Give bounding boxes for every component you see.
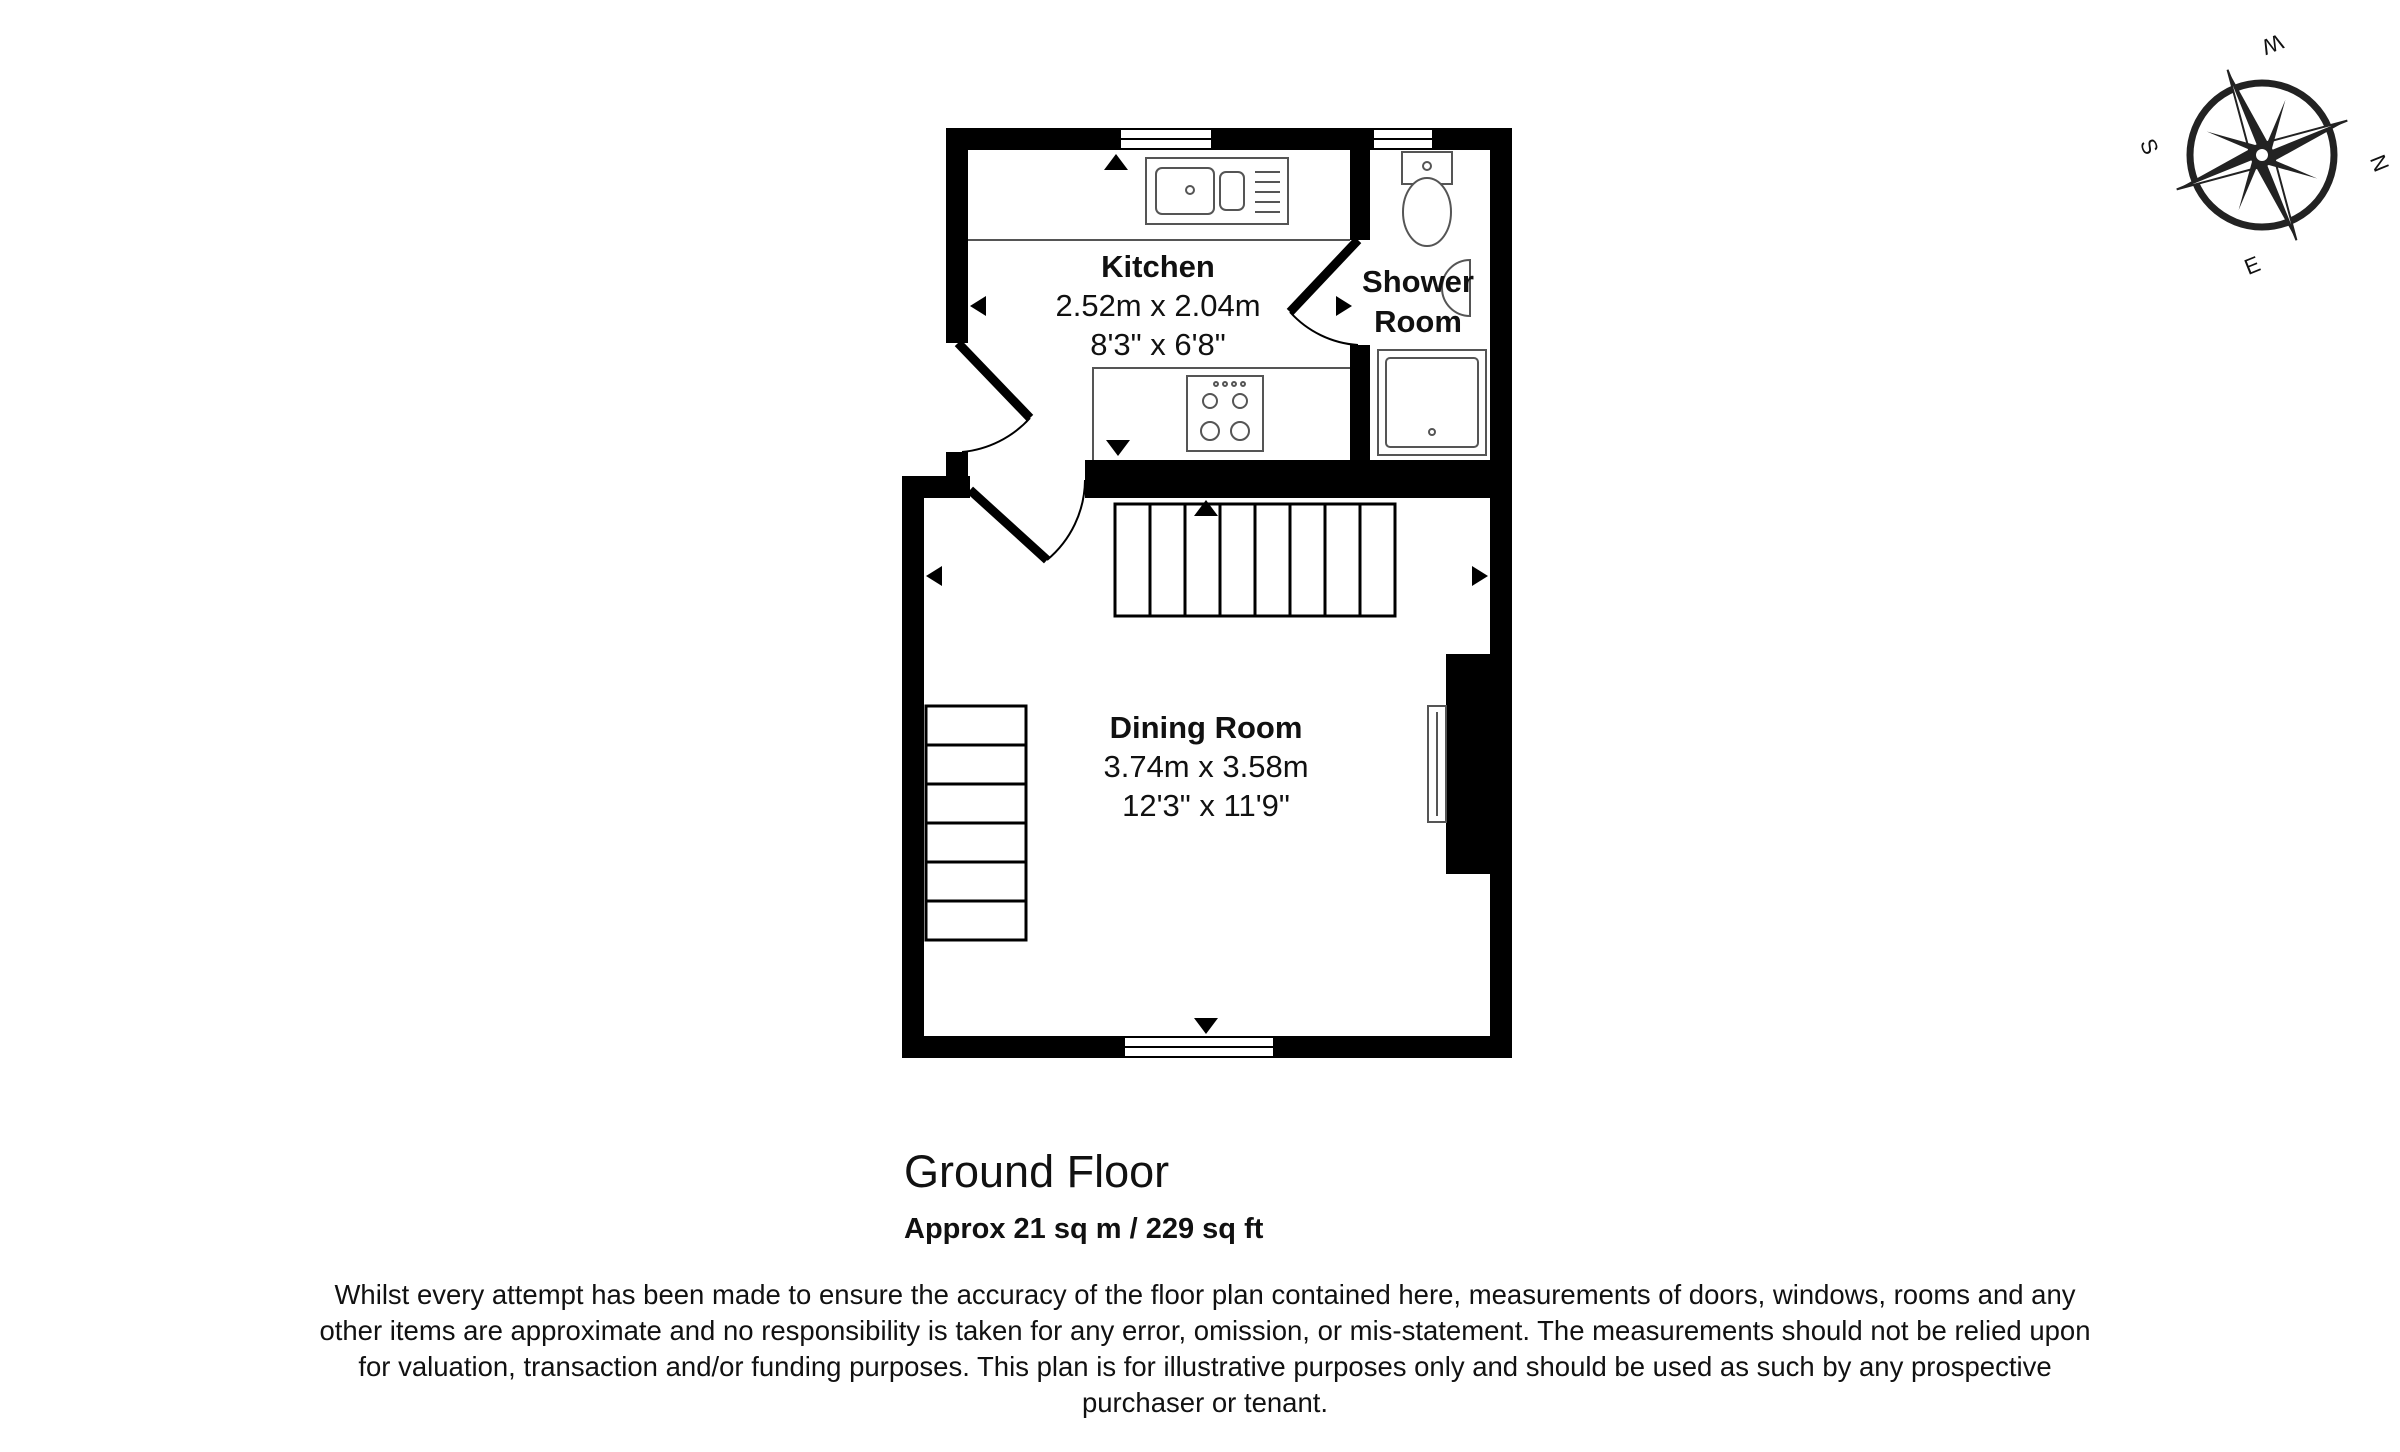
floor-title: Ground Floor [904,1146,1170,1197]
compass-w: W [2258,28,2287,60]
wc-bowl [1403,178,1451,246]
compass-rose-icon [2135,29,2394,280]
dining-room-imperial: 12'3" x 11'9" [1122,788,1290,823]
hob [1187,376,1263,451]
floor-area: Approx 21 sq m / 229 sq ft [904,1213,1264,1245]
kitchen-name: Kitchen [1101,249,1215,284]
shower-room-name-line1: Shower [1362,264,1474,299]
dining-room-name: Dining Room [1109,710,1303,745]
shower-room-name-line2: Room [1374,304,1462,339]
kitchen-imperial: 8'3" x 6'8" [1090,327,1226,362]
fireplace [1428,706,1446,822]
compass-s: S [2135,134,2164,158]
disclaimer-text: Whilst every attempt has been made to ensure the accuracy of the floor plan contained here, measurements of doors, windows, rooms and any other items are approximate and no responsibility is taken for any error, omission, or mis-statement. The measurements should not be relied upon for valuation, transaction and/or funding purposes. This plan is for illustrative purposes only and should be used as such by any prospective purchaser or tenant. [319,1279,2091,1418]
dining-room-metric: 3.74m x 3.58m [1103,749,1309,784]
kitchen-metric: 2.52m x 2.04m [1055,288,1261,323]
compass-e: E [2240,251,2264,280]
compass-n: N [2364,151,2395,176]
